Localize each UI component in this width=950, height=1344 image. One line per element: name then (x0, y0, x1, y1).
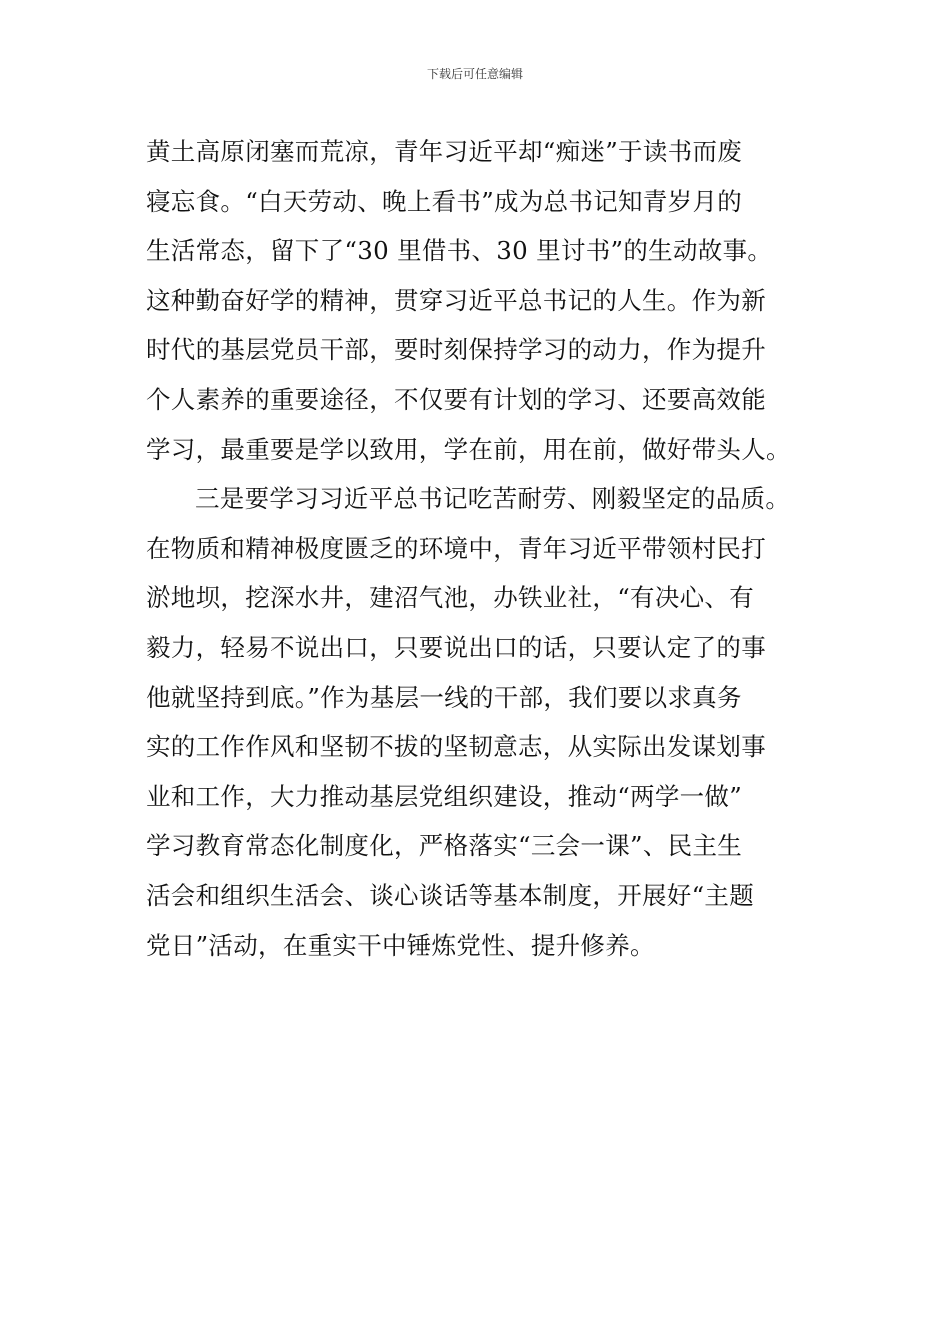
text-line: 寝忘食。“白天劳动、晚上看书”成为总书记知青岁月的 (146, 186, 743, 216)
text-line: 毅力，轻易不说出口，只要说出口的话，只要认定了的事 (146, 632, 766, 662)
text-line: 淤地坝，挖深水井，建沼气池，办铁业社，“有决心、有 (146, 583, 755, 613)
document-body (146, 127, 836, 970)
text-line: 时代的基层党员干部，要时刻保持学习的动力，作为提升 (146, 335, 766, 365)
text-line: 这种勤奋好学的精神，贯穿习近平总书记的人生。作为新 (146, 285, 766, 315)
text-line: 活会和组织生活会、谈心谈话等基本制度，开展好“主题 (146, 880, 755, 910)
text-line: 他就坚持到底。”作为基层一线的干部，我们要以求真务 (146, 682, 742, 712)
text-line: 业和工作，大力推动基层党组织建设，推动“两学一做” (146, 781, 743, 811)
text-line: 学习，最重要是学以致用，学在前，用在前，做好带头人。 (146, 434, 791, 464)
text-line: 在物质和精神极度匮乏的环境中，青年习近平带领村民打 (146, 533, 766, 563)
text-line: 学习教育常态化制度化，严格落实“三会一课”、民主生 (146, 831, 743, 861)
text-line: 党日”活动，在重实干中锤炼党性、提升修养。 (146, 930, 655, 960)
paragraph-start-line: 三是要学习习近平总书记吃苦耐劳、刚毅坚定的品质。 (195, 484, 791, 514)
page-header-note: 下载后可任意编辑 (426, 67, 523, 81)
text-line: 黄土高原闭塞而荒凉，青年习近平却“痴迷”于读书而废 (146, 137, 743, 166)
text-line: 个人素养的重要途径，不仅要有计划的学习、还要高效能 (146, 384, 766, 414)
text-line: 生活常态，留下了“30 里借书、30 里讨书”的生动故事。 (146, 236, 773, 266)
text-line: 实的工作作风和坚韧不拔的坚韧意志，从实际出发谋划事 (146, 732, 766, 762)
